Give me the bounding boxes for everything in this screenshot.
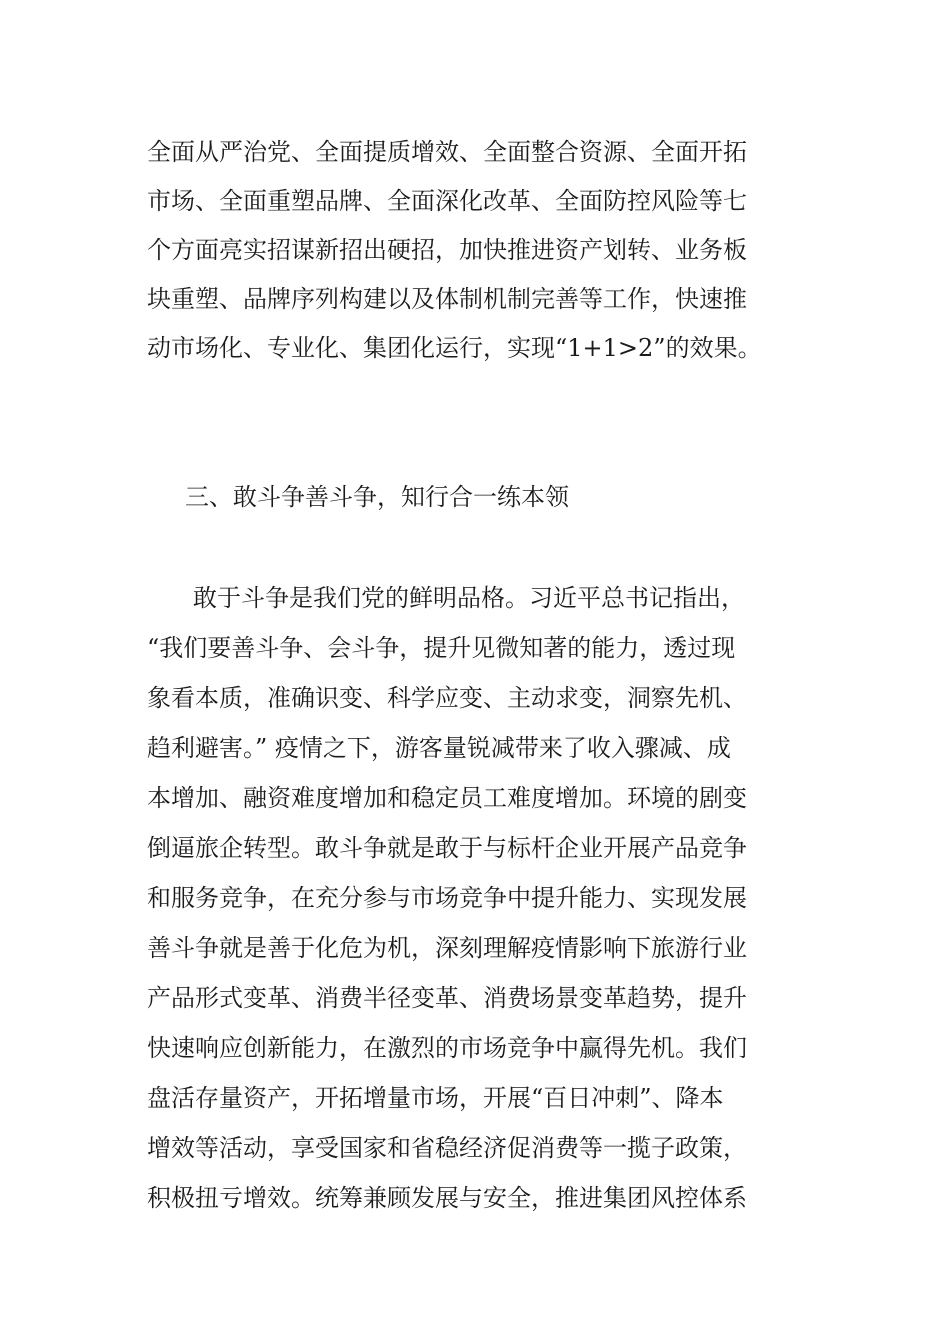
paragraph-1-line-1: 全面从严治党、全面提质增效、全面整合资源、全面开拓 xyxy=(147,138,747,166)
paragraph-2-line-8: 善斗争就是善于化危为机，深刻理解疫情影响下旅游行业 xyxy=(147,934,747,962)
paragraph-1-line-2: 市场、全面重塑品牌、全面深化改革、全面防控风险等七 xyxy=(147,187,747,215)
paragraph-2-line-13: 积极扭亏增效。统筹兼顾发展与安全，推进集团风控体系 xyxy=(147,1184,747,1212)
paragraph-1-line-4: 块重塑、品牌序列构建以及体制机制完善等工作，快速推 xyxy=(147,285,747,313)
section-heading: 三、敢斗争善斗争，知行合一练本领 xyxy=(185,483,569,511)
paragraph-2-line-3: 象看本质，准确识变、科学应变、主动求变，洞察先机、 xyxy=(147,684,747,712)
paragraph-1-line-3: 个方面亮实招谋新招出硬招，加快推进资产划转、业务板 xyxy=(147,236,747,264)
paragraph-1-line-5: 动市场化、专业化、集团化运行，实现“1+1>2”的效果。 xyxy=(147,334,762,362)
paragraph-2-line-1: 敢于斗争是我们党的鲜明品格。习近平总书记指出， xyxy=(193,584,745,612)
paragraph-2-line-11: 盘活存量资产，开拓增量市场，开展“百日冲刺”、降本 xyxy=(147,1084,724,1112)
paragraph-2-line-10: 快速响应创新能力，在激烈的市场竞争中赢得先机。我们 xyxy=(147,1034,747,1062)
paragraph-2-line-6: 倒逼旅企转型。敢斗争就是敢于与标杆企业开展产品竞争 xyxy=(147,834,747,862)
paragraph-2-line-7: 和服务竞争，在充分参与市场竞争中提升能力、实现发展 xyxy=(147,884,747,912)
paragraph-2-line-12: 增效等活动，享受国家和省稳经济促消费等一揽子政策， xyxy=(147,1134,747,1162)
paragraph-2-line-9: 产品形式变革、消费半径变革、消费场景变革趋势，提升 xyxy=(147,984,747,1012)
paragraph-2-line-5: 本增加、融资难度增加和稳定员工难度增加。环境的剧变 xyxy=(147,784,747,812)
paragraph-2-line-2: “我们要善斗争、会斗争，提升见微知著的能力，透过现 xyxy=(147,634,736,662)
paragraph-2-line-4: 趋利避害。” 疫情之下，游客量锐减带来了收入骤减、成 xyxy=(147,734,731,762)
